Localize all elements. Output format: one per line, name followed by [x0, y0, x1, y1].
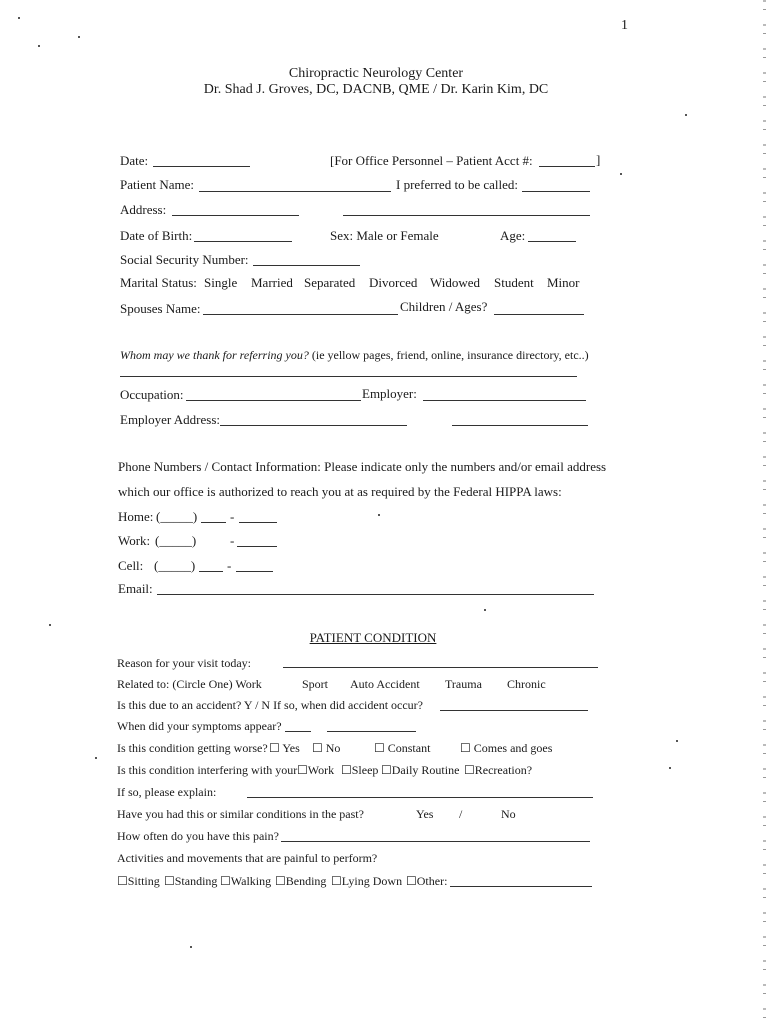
activity-option-sitting[interactable]: ☐Sitting	[117, 874, 160, 888]
contact-intro-line2: which our office is authorized to reach you at as required by the Federal HIPPA laws:	[118, 484, 562, 499]
worse-question: Is this condition getting worse?	[117, 741, 268, 755]
interfering-question: Is this condition interfering with your	[117, 763, 298, 777]
explain-label: If so, please explain:	[117, 785, 217, 799]
preferred-name-label: I preferred to be called:	[396, 177, 518, 192]
similar-option-yes[interactable]: Yes	[416, 807, 434, 821]
marital-status-label: Marital Status:	[120, 275, 197, 290]
home-prefix-field[interactable]	[201, 522, 226, 523]
office-acct-label: [For Office Personnel – Patient Acct #:	[330, 153, 533, 168]
marital-option-student[interactable]: Student	[494, 275, 534, 290]
address-field-1[interactable]	[172, 215, 299, 216]
scan-speck	[78, 36, 80, 38]
scan-speck	[38, 45, 40, 47]
address-field-2[interactable]	[343, 215, 590, 216]
marital-option-married[interactable]: Married	[251, 275, 293, 290]
worse-option-yes[interactable]: ☐ Yes	[269, 741, 300, 755]
employer-address-label: Employer Address:	[120, 412, 221, 427]
office-bracket: ]	[596, 152, 601, 167]
worse-option-comes-and-goes[interactable]: ☐ Comes and goes	[460, 741, 553, 755]
page-number: 1	[621, 18, 628, 33]
occupation-label: Occupation:	[120, 387, 184, 402]
clinic-name: Chiropractic Neurology Center	[288, 66, 464, 81]
cell-phone-label: Cell:	[118, 558, 144, 573]
employer-address-field-2[interactable]	[452, 425, 588, 426]
activity-option-lying-down[interactable]: ☐Lying Down	[331, 874, 403, 888]
scan-speck	[190, 946, 192, 948]
marital-option-widowed[interactable]: Widowed	[430, 275, 481, 290]
scan-speck	[378, 514, 380, 516]
visit-reason-field[interactable]	[283, 667, 598, 668]
date-label: Date:	[120, 153, 149, 168]
referral-question-row	[120, 348, 589, 363]
scan-speck	[685, 114, 687, 116]
related-option-trauma[interactable]: Trauma	[445, 677, 482, 691]
doctor-names: Dr. Shad J. Groves, DC, DACNB, QME / Dr. Karin Kim, DC	[203, 82, 549, 97]
worse-option-constant[interactable]: ☐ Constant	[374, 741, 431, 755]
explain-field[interactable]	[247, 797, 593, 798]
symptoms-appear-field-2[interactable]	[327, 731, 416, 732]
scan-edge-artifact	[763, 0, 766, 1024]
scan-speck	[95, 757, 97, 759]
activity-option-standing[interactable]: ☐Standing	[164, 874, 218, 888]
children-ages-field[interactable]	[494, 314, 584, 315]
ssn-field[interactable]	[253, 265, 360, 266]
visit-reason-label: Reason for your visit today:	[117, 656, 251, 670]
home-area-code[interactable]: (_____)	[156, 509, 198, 524]
scan-speck	[49, 624, 51, 626]
related-option-sport[interactable]: Sport	[302, 677, 329, 691]
patient-name-label: Patient Name:	[120, 177, 195, 192]
work-dash: -	[230, 533, 235, 548]
spouse-name-label: Spouses Name:	[120, 301, 201, 316]
age-label: Age:	[500, 228, 526, 243]
home-line-field[interactable]	[239, 522, 277, 523]
interfering-option-sleep[interactable]: ☐Sleep	[341, 763, 379, 777]
similar-separator: /	[459, 807, 463, 821]
related-option-chronic[interactable]: Chronic	[507, 677, 546, 691]
similar-conditions-question: Have you had this or similar conditions in the past?	[117, 807, 364, 821]
scan-speck	[18, 17, 20, 19]
home-phone-label: Home:	[118, 509, 154, 524]
scan-speck	[676, 740, 678, 742]
marital-option-minor[interactable]: Minor	[547, 275, 580, 290]
scan-speck	[620, 173, 622, 175]
activity-option-walking[interactable]: ☐Walking	[220, 874, 272, 888]
accident-question: Is this due to an accident? Y / N If so, when did accident occur?	[117, 698, 423, 712]
painful-activities-label: Activities and movements that are painful to perform?	[117, 851, 378, 865]
cell-line-field[interactable]	[236, 571, 273, 572]
cell-dash: -	[227, 558, 232, 573]
pain-frequency-field[interactable]	[281, 841, 590, 842]
interfering-option-recreation[interactable]: ☐Recreation?	[464, 763, 533, 777]
interfering-option-work[interactable]: ☐Work	[297, 763, 335, 777]
work-area-code[interactable]: (_____)	[155, 533, 197, 548]
children-ages-label: Children / Ages?	[400, 299, 488, 314]
work-line-field[interactable]	[237, 546, 277, 547]
interfering-option-daily-routine[interactable]: ☐Daily Routine	[381, 763, 460, 777]
scan-speck	[669, 767, 671, 769]
cell-prefix-field[interactable]	[199, 571, 223, 572]
dob-field[interactable]	[194, 241, 292, 242]
email-field[interactable]	[157, 594, 594, 595]
marital-option-divorced[interactable]: Divorced	[369, 275, 418, 290]
referral-hint: (ie yellow pages, friend, online, insurance directory, etc..)	[311, 348, 589, 362]
address-label: Address:	[120, 202, 167, 217]
pain-frequency-label: How often do you have this pain?	[117, 829, 279, 843]
dob-label: Date of Birth:	[120, 228, 193, 243]
home-dash: -	[230, 509, 235, 524]
scan-speck	[484, 609, 486, 611]
ssn-label: Social Security Number:	[120, 252, 249, 267]
patient-acct-field[interactable]	[539, 166, 595, 167]
symptoms-appear-label: When did your symptoms appear?	[117, 719, 282, 733]
employer-address-field-1[interactable]	[220, 425, 407, 426]
contact-intro-line1: Phone Numbers / Contact Information: Please indicate only the numbers and/or email address	[118, 459, 607, 474]
activity-other-field[interactable]	[450, 886, 592, 887]
patient-name-field[interactable]	[199, 191, 391, 192]
age-field[interactable]	[528, 241, 576, 242]
cell-area-code[interactable]: (_____)	[154, 558, 196, 573]
symptoms-appear-field-1[interactable]	[285, 731, 311, 732]
date-field[interactable]	[153, 166, 250, 167]
marital-option-separated[interactable]: Separated	[304, 275, 356, 290]
spouse-name-field[interactable]	[203, 314, 398, 315]
employer-field[interactable]	[423, 400, 586, 401]
referral-question: Whom may we thank for referring you?	[120, 348, 309, 362]
related-option-auto-accident[interactable]: Auto Accident	[350, 677, 420, 691]
referral-field[interactable]	[120, 376, 577, 377]
sex-label: Sex: Male or Female	[330, 228, 439, 243]
preferred-name-field[interactable]	[522, 191, 590, 192]
employer-label: Employer:	[362, 386, 417, 401]
email-label: Email:	[118, 581, 153, 596]
accident-date-field[interactable]	[440, 710, 588, 711]
related-to-label: Related to: (Circle One) Work	[117, 677, 262, 691]
similar-option-no[interactable]: No	[501, 807, 516, 821]
occupation-field[interactable]	[186, 400, 361, 401]
patient-condition-heading: PATIENT CONDITION	[309, 630, 437, 645]
worse-option-no[interactable]: ☐ No	[312, 741, 341, 755]
activity-option-other[interactable]: ☐Other:	[406, 874, 448, 888]
marital-option-single[interactable]: Single	[204, 275, 238, 290]
activity-option-bending[interactable]: ☐Bending	[275, 874, 327, 888]
work-phone-label: Work:	[118, 533, 151, 548]
